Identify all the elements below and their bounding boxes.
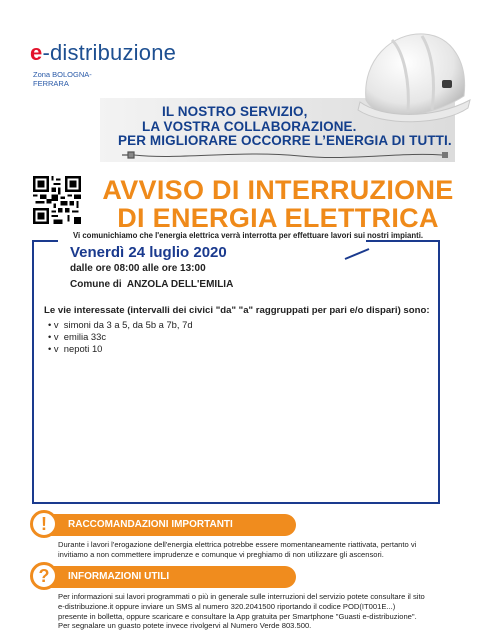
cable-plug-icon [120, 148, 450, 162]
info-text [58, 592, 458, 631]
recommendations-label: RACCOMANDAZIONI IMPORTANTI [68, 519, 233, 530]
info-line-3: presente in bolletta, oppure scaricare e consultare la App gratuita per Smartphone "Guasti e-distribuzione". [58, 611, 417, 621]
notice-title-line-2: DI ENERGIA ELETTRICA [117, 203, 439, 233]
warning-icon: ! [30, 510, 58, 538]
street-text: nepoti 10 [63, 343, 103, 354]
frame-top-left-segment [32, 240, 58, 242]
info-line-2: e-distribuzione.it oppure inviare un SMS al numero 320.2041500 riportando il codice POD(IT001E...) [58, 601, 396, 611]
slogan-line-2: LA VOSTRA COLLABORAZIONE. [142, 118, 357, 134]
brand-logo [30, 40, 176, 66]
interruption-hours: dalle ore 08:00 alle ore 13:00 [70, 263, 206, 274]
street-prefix: v [53, 319, 59, 330]
notice-subtitle: Vi comunichiamo che l'energia elettrica verrà interrotta per effettuare lavori sui nostri impianti. [72, 231, 424, 240]
streets-title: Le vie interessate (intervalli dei civici "da" "a" raggruppati per pari e/o dispari) sono: [44, 305, 430, 316]
zone-label [33, 70, 113, 88]
notice-title [88, 176, 468, 232]
recommendations-line-2: invitiamo a non commettere imprudenze e comunque vi preghiamo di non utilizzare gli ascensori. [58, 549, 384, 559]
info-line-4: Per segnalare un guasto potete invece rivolgervi al Numero Verde 803.500. [58, 621, 312, 631]
slogan-line-3: PER MIGLIORARE OCCORRE L’ENERGIA DI TUTTI. [118, 133, 452, 148]
street-text: emilia 33c [63, 331, 107, 342]
interruption-date: Venerdì 24 luglio 2020 [70, 244, 227, 261]
info-line-1: Per informazioni sui lavori programmati o più in generale sulle interruzioni del servizio potete consultare il sito [58, 592, 425, 601]
street-item: • v simoni da 3 a 5, da 5b a 7b, 7d [48, 319, 193, 330]
recommendations-line-1: Durante i lavori l'erogazione dell'energia elettrica potrebbe essere momentaneamente riattivata, pertanto vi [58, 540, 417, 549]
brand-logo-text: -distribuzione [42, 40, 177, 65]
street-text: simoni da 3 a 5, da 5b a 7b, 7d [63, 319, 193, 330]
street-prefix: v [53, 331, 59, 342]
slogan-line-1: IL NOSTRO SERVIZIO, [162, 104, 308, 119]
zone-line-2: FERRARA [33, 79, 69, 88]
recommendations-text [58, 540, 458, 560]
slogan-text [118, 105, 458, 149]
comune-name: ANZOLA DELL'EMILIA [126, 279, 234, 290]
brand-logo-e: e [30, 40, 43, 65]
qr-code-icon [33, 176, 81, 224]
question-icon: ? [30, 562, 58, 590]
frame-top-right-segment [366, 240, 440, 242]
street-item: • v nepoti 10 [48, 343, 103, 354]
street-item: • v emilia 33c [48, 331, 107, 342]
street-prefix: v [53, 343, 59, 354]
info-label: INFORMAZIONI UTILI [68, 571, 170, 582]
zone-line-1: Zona BOLOGNA- [33, 70, 92, 79]
interruption-comune [70, 279, 233, 290]
frame-slash-decoration [344, 248, 370, 260]
notice-title-line-1: AVVISO DI INTERRUZIONE [102, 175, 454, 205]
comune-label: Comune di [70, 279, 122, 290]
